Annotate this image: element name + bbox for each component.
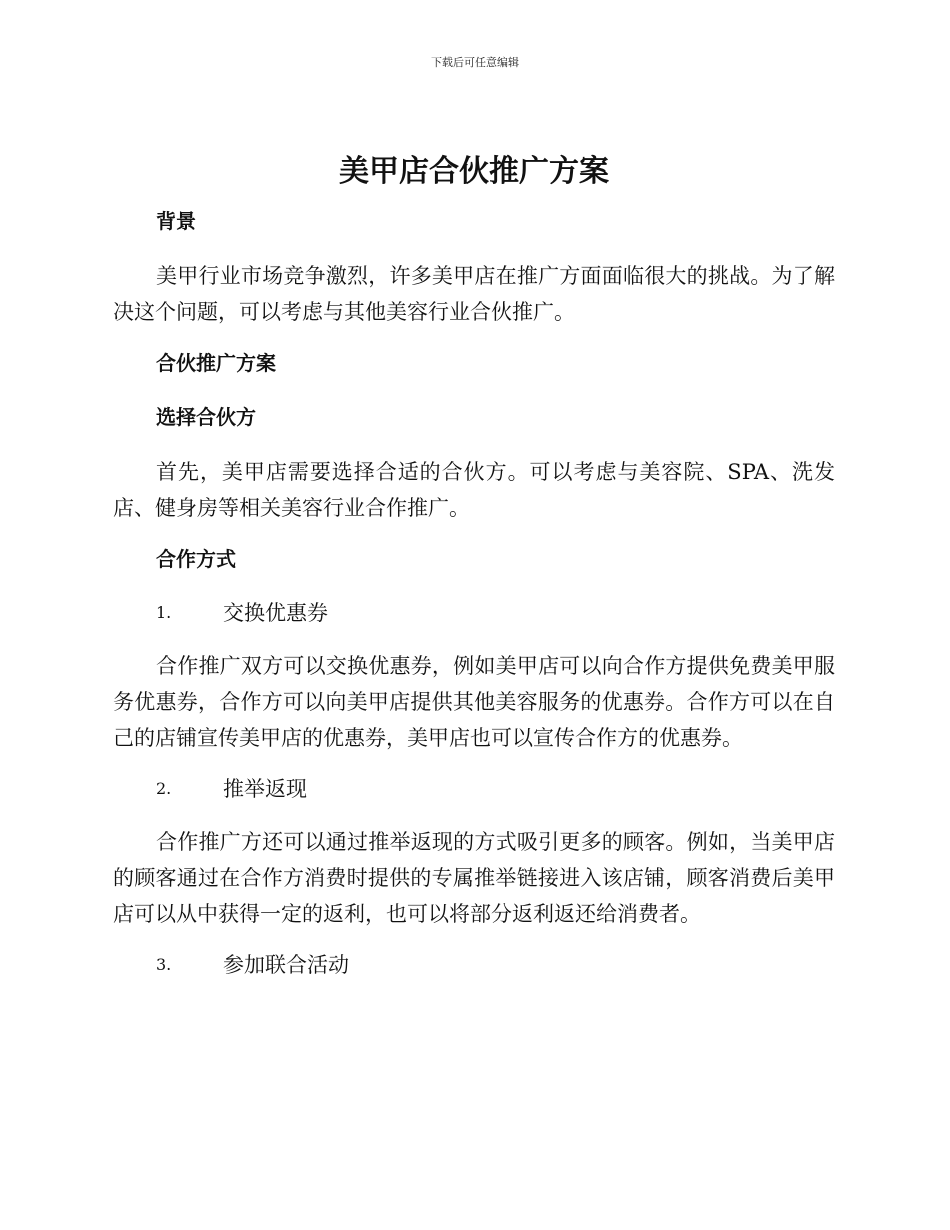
page-header-note: 下载后可任意编辑 (431, 56, 519, 69)
list-label: 推举返现 (223, 777, 307, 801)
list-label: 参加联合活动 (223, 953, 349, 977)
section-heading-cooperation-method: 合作方式 (156, 547, 236, 571)
paragraph-background: 美甲行业市场竞争激烈，许多美甲店在推广方面面临很大的挑战。为了解决这个问题，可以考虑与其他美容行业合伙推广。 (113, 264, 835, 324)
document-body (113, 150, 835, 1000)
list-item-referral-cashback (113, 772, 835, 806)
list-item-joint-activities (113, 948, 835, 982)
list-item-coupon-exchange (113, 596, 835, 630)
section-heading-choose-partner: 选择合伙方 (156, 405, 256, 429)
paragraph-coupon-exchange: 合作推广双方可以交换优惠券，例如美甲店可以向合作方提供免费美甲服务优惠券，合作方可以向美甲店提供其他美容服务的优惠券。合作方可以在自己的店铺宣传美甲店的优惠券，美甲店也可以宣传合作方的优惠券。 (113, 654, 835, 750)
paragraph-choose-partner: 首先，美甲店需要选择合适的合伙方。可以考虑与美容院、SPA、洗发店、健身房等相关美容行业合作推广。 (113, 460, 835, 520)
document-title: 美甲店合伙推广方案 (339, 154, 609, 189)
list-label: 交换优惠券 (223, 601, 328, 625)
list-number: 1. (156, 603, 172, 622)
list-number: 2. (156, 779, 172, 798)
section-heading-plan: 合伙推广方案 (156, 351, 276, 375)
paragraph-referral-cashback: 合作推广方还可以通过推举返现的方式吸引更多的顾客。例如，当美甲店的顾客通过在合作方消费时提供的专属推举链接进入该店铺，顾客消费后美甲店可以从中获得一定的返利，也可以将部分返利返还给消费者。 (113, 830, 835, 926)
section-heading-background: 背景 (156, 209, 196, 233)
list-number: 3. (156, 955, 172, 974)
